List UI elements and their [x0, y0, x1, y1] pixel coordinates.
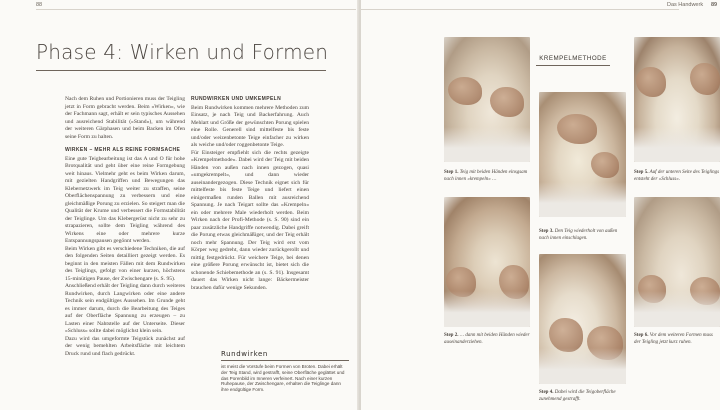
caption-step-label: Step 5. — [634, 170, 649, 175]
info-box-body: ist meist die Vorstufe beim Formen von Broten. Dabei erhält der Teig Stand, wird gestrafft, seine Oberfläche geglättet und das Porenbild im Inneren verfeinert. Nach einer kurzen Ruhepause, der Zwischengare, erhalten die Teiglinge dann ihre endgültige Form. — [221, 364, 345, 393]
caption-step-label: Step 2. — [444, 333, 459, 338]
text-column-1 — [65, 96, 185, 364]
step-6-photo — [634, 197, 720, 327]
caption-text: Vor dem weiteren Formen muss der Teigling jetzt kurz ruhen. — [634, 333, 713, 345]
caption-step-3 — [539, 229, 627, 242]
caption-text: Teig mit beiden Händen einsgsam nach innen »krempeln« … — [444, 170, 528, 182]
page-number-left: 88 — [36, 2, 43, 8]
paragraph: Beim Wirken gibt es verschiedene Techniken, die auf den folgenden Seiten detailliert gezeigt werden. Es beginnt in den meisten Fällen mit dem Rundwirken des Teiglings, gefolgt von einer kurzen, höchstens 15-minütigen Pause, der Zwischengare (s. S. 95). — [65, 245, 185, 282]
caption-step-1 — [444, 170, 532, 183]
intro-paragraph: Nach dem Ruhen und Portionieren muss der Teigling jetzt in Form gebracht werden. Beim »Wirken«, wie der Fachmann sagt, erhält er sein typisches Aussehen und ausreichend Stabilität (»Stand«), um während der weiteren Gärphasen und beim Backen im Ofen seine Form zu halten. — [65, 96, 185, 140]
title-rule — [36, 70, 326, 71]
caption-text: Auf der unteren Seite des Teiglings entsteht der »Schluss«. — [634, 170, 720, 182]
step-2-photo — [444, 197, 530, 327]
page-title: Phase 4: Wirken und Formen — [36, 40, 329, 64]
left-page — [0, 0, 359, 410]
method-title: KREMPELMETHODE — [536, 55, 610, 66]
caption-text: Den Teig wiederholt von außen nach innen einschlagen. — [539, 229, 618, 241]
caption-step-2 — [444, 333, 532, 346]
caption-step-label: Step 1. — [444, 170, 459, 175]
header-rule-left — [36, 9, 356, 10]
caption-step-label: Step 6. — [634, 333, 649, 338]
caption-step-4 — [539, 390, 627, 403]
subhead-rundwirken: RUNDWIRKEN UND UMKEMPELN — [191, 96, 282, 102]
paragraph: Anschließend erhält der Teigling dann durch weiteres Rundwirken, durch Langwirken oder eine andere Technik sein endgültiges Aussehen. Im Grunde geht es immer darum, durch die Bearbeitung des Teiges auf der Oberfläche Spannung zu erzeugen – zu Lasten einer Nahtstelle auf der Unterseite. Dieser »Schluss« sollte dabei möglichst klein sein. — [65, 283, 185, 334]
caption-step-6 — [634, 333, 720, 346]
caption-step-label: Step 3. — [539, 229, 554, 234]
header-rule-right — [361, 9, 679, 10]
caption-text: Dabei wird die Teigoberfläche zunehmend gestrafft. — [539, 390, 616, 402]
caption-text: … dann mit beiden Händen wieder auseinanderziehen. — [444, 333, 530, 345]
step-3-photo — [539, 92, 626, 217]
step-1-photo — [444, 37, 530, 162]
step-4-photo — [539, 254, 626, 384]
paragraph: Beim Rundwirken kommen mehrere Methoden zum Einsatz, je nach Teig und Backerfahrung. Auch Mehlart und Größe der gewünschten Porung spielen eine Rolle. Generell sind mittelfeste bis feste und/oder weizenbetonte Teige einfacher zu wirken als weiche und/oder roggenbetonte Teige. — [191, 104, 309, 148]
subhead-wirken: WIRKEN – MEHR ALS REINE FORMSACHE — [65, 147, 181, 153]
info-box-title: Rundwirken — [221, 350, 349, 361]
page-number-right: 89 — [711, 2, 718, 8]
caption-step-5 — [634, 170, 720, 183]
paragraph: Dazu wird das umgeformte Teigstück zunächst auf der wenig bemehlten Arbeitsfläche mit leichtem Druck rund und flach gedrückt. — [65, 335, 185, 357]
info-box-rundwirken — [221, 350, 349, 393]
paragraph: Für Einsteiger empfiehlt sich die rechts gezeigte »Krempelmethode«. Dabei wird der Teig mit beiden Händen von außen nach innen gezogen, quasi »umgekrempelt«, und dann wieder auseinandergezogen. Diese Technik eignet sich für mittelfeste bis feste Teige und liefert einen einigermaßen runden Ballen mit ausreichend Spannung. Je nach Teigart sollte das »Krempeln« ein oder mehrere Male wiederholt werden. Beim Wirken nach der Profi-Methode (s. S. 90) sind ein paar zusätzliche Handgriffe notwendig. Dabei greift die Porung etwas gleichmäßiger, und der Teig erhält noch mehr Spannung. Der Teig wird erst vom Körper weg gedreht, dann wieder zurückgerollt und mittig festgedrückt. Für weichere Teige, bei denen eine größere Porung erwünscht ist, bietet sich die schonende Schiebemethode an (s. S. 91). Insgesamt dauert das Wirken nicht lange: Bäckermeister brauchen dafür wenige Sekunden. — [191, 149, 309, 291]
text-column-2 — [191, 96, 309, 298]
step-5-photo — [634, 37, 720, 162]
paragraph: Eine gute Teigbearbeitung ist das A und O für hohe Brotqualität und geht über eine reine Formgebung weit hinaus. Vielmehr geht es beim Wirken darum, mit gezielten Handgriffen und Bewegungen das Klebernetzwerk im Teig weiter zu straffen, seine Oberflächenspannung zu verbessern und eine gleichmäßige Porung zu erzielen. So steigert man die Qualität der Krume und verbessert die Formstabilität der Teiglinge. Um das Klebergerüst nicht zu sehr zu strapazieren, sollte dem Teigling während des Wirkens eine oder mehrere kurze Entspannungspausen gegönnt werden. — [65, 155, 185, 244]
caption-step-label: Step 4. — [539, 390, 554, 395]
running-header: Das Handwerk — [667, 2, 704, 8]
